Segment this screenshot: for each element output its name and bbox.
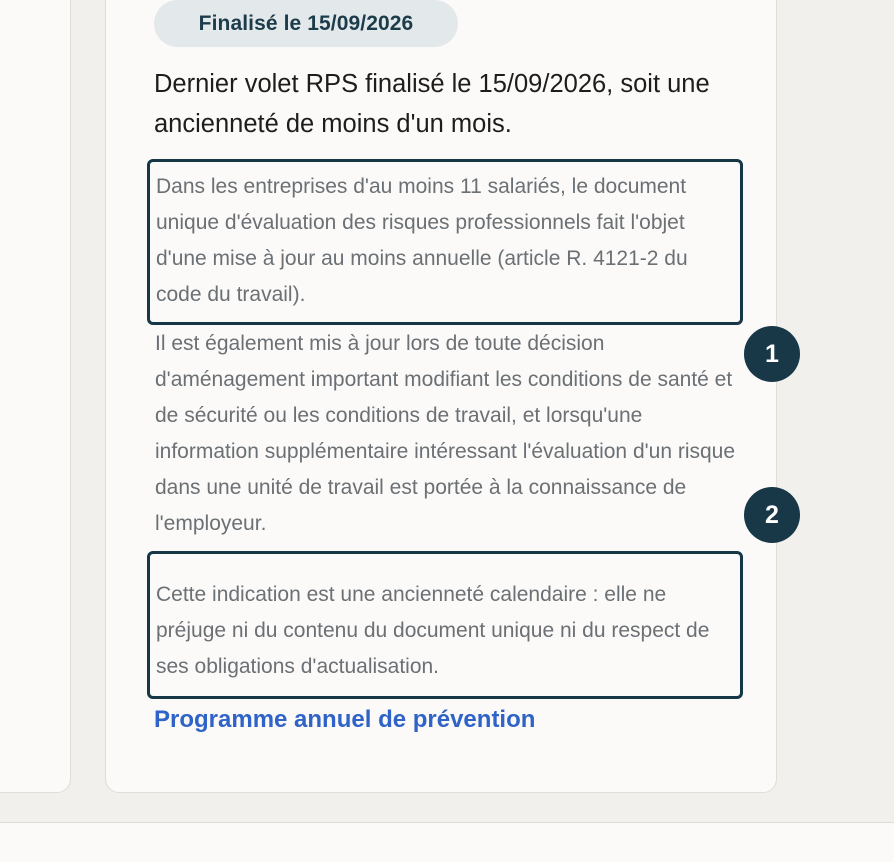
annotation-marker-1: 1 [744,326,800,382]
additional-update-note: Il est également mis à jour lors de toute décision d'aménagement important modifiant les conditions de santé et de sécurité ou les conditions de travail, et lorsqu'une information supplémentaire intéressant l'évaluation d'un risque dans une unité de travail est portée à la connaissance de l'employeur. [155,332,736,535]
calendar-age-note: Cette indication est une ancienneté calendaire : elle ne préjuge ni du contenu du document unique ni du respect de ses obligations d'actualisation. [147,551,743,699]
annotation-marker-2: 2 [744,487,800,543]
next-card [0,822,894,862]
adjacent-card [0,0,71,793]
annual-update-note: Dans les entreprises d'au moins 11 salariés, le document unique d'évaluation des risques professionnels fait l'objet d'une mise à jour au moins annuelle (article R. 4121-2 du code du travail). [147,159,743,325]
rps-summary: Dernier volet RPS finalisé le 15/09/2026, soit une ancienneté de moins d'un mois. [154,70,710,138]
prevention-program-link[interactable]: Programme annuel de prévention [154,706,536,733]
status-badge: Finalisé le 15/09/2026 [154,0,458,47]
